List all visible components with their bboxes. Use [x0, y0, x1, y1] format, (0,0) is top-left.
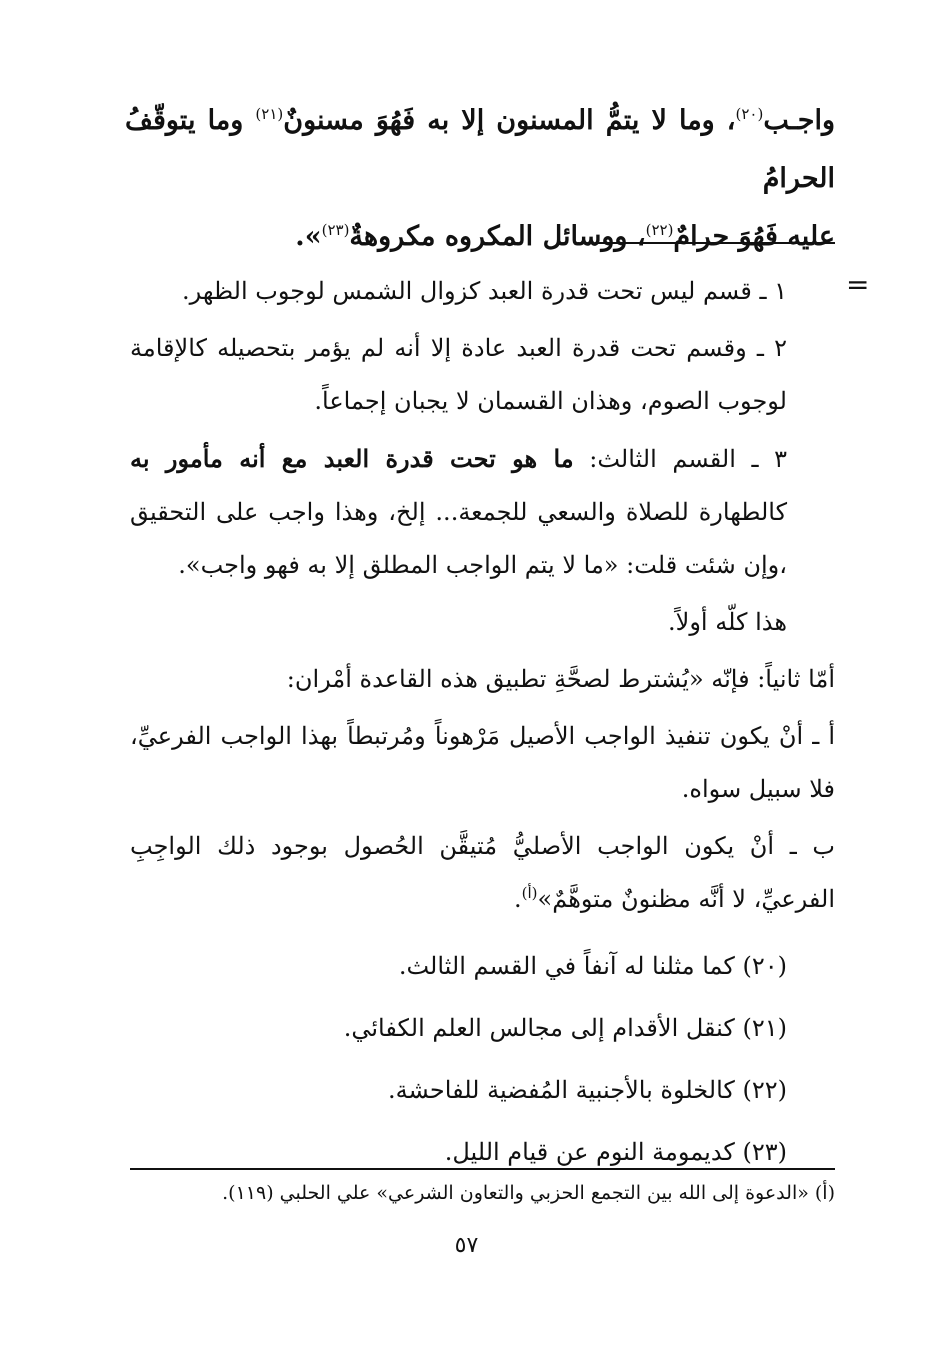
main-line-1-part-b: ، وما لا يتمُّ المسنون إلا به فَهُوَ مسنونٌ — [283, 105, 736, 136]
main-line-2-part-a: عليه فَهُوَ حرامٌ — [673, 221, 835, 252]
paragraph-7-text: ب ـ أنْ يكون الواجب الأصليُّ مُتيقَّن الحُصول بوجود ذلك الواجِبِ الفرعيِّ، لا أنَّه مظنونٌ متوهَّمٌ» — [130, 832, 835, 913]
note-20: (٢٠) كما مثلنا له آنفاً في القسم الثالث. — [398, 952, 787, 980]
main-line-2-part-b: ، ووسائل المكروه مكروهةٌ — [349, 221, 646, 252]
paragraph-5: أمّا ثانياً: فإنّه «يُشترط لصحَّةِ تطبيق هذه القاعدة أمْران: — [286, 665, 835, 693]
main-text-block — [125, 92, 835, 266]
footnote-a: (أ) «الدعوة إلى الله بين التجمع الحزبي والتعاون الشرعي» علي الحلبي (١١٩). — [222, 1182, 835, 1204]
main-line-1 — [125, 92, 835, 208]
main-line-1-part-a: واجـب — [763, 105, 836, 136]
paragraph-3-bold: ما هو تحت قدرة العبد مع أنه مأمور به — [130, 444, 574, 473]
footnote-ref-21: (٢١) — [255, 105, 284, 123]
paragraph-3 — [130, 432, 835, 592]
commentary-text — [130, 265, 835, 926]
footnote-ref-20: (٢٠) — [735, 105, 764, 123]
paragraph-2: ٢ ـ وقسم تحت قدرة العبد عادة إلا أنه لم يؤمر بتحصيله كالإقامة لوجوب الصوم، وهذان القسمان لا يجبان إجماعاً. — [130, 334, 787, 415]
paragraph-7-end: . — [514, 885, 522, 913]
paragraph-1: ١ ـ قسم ليس تحت قدرة العبد كزوال الشمس لوجوب الظهر. — [182, 277, 787, 305]
page-number: ٥٧ — [454, 1233, 479, 1258]
notes-list — [130, 935, 835, 1183]
footnote-ref-a: (أ) — [521, 884, 538, 902]
footnote-separator — [130, 1168, 835, 1170]
paragraph-4: هذا كلّه أولاً. — [668, 608, 787, 636]
main-line-2 — [125, 208, 835, 266]
continuation-mark: = — [846, 268, 870, 301]
main-line-2-part-c: ». — [295, 221, 322, 252]
note-22: (٢٢) كالخلوة بالأجنبية المُفضية للفاحشة. — [388, 1076, 787, 1104]
paragraph-3-lead: ٣ ـ القسم الثالث: — [589, 445, 788, 473]
note-23: (٢٣) كديمومة النوم عن قيام الليل. — [444, 1138, 787, 1166]
paragraph-3-rest: كالطهارة للصلاة والسعي للجمعة... إلخ، وهذا واجب على التحقيق ،وإن شئت قلت: «ما لا يتم الواجب المطلق إلا به فهو واجب». — [130, 498, 787, 579]
note-21: (٢١) كنقل الأقدام إلى مجالس العلم الكفائي. — [343, 1014, 787, 1042]
footnote-ref-23: (٢٣) — [321, 221, 350, 239]
main-line-1-part-c: وما يتوقّفُ الحرامُ — [125, 105, 835, 194]
footnote-ref-22: (٢٢) — [645, 221, 674, 239]
paragraph-7 — [130, 820, 835, 926]
paragraph-6: أ ـ أنْ يكون تنفيذ الواجب الأصيل مَرْهوناً ومُرتبطاً بهذا الواجب الفرعيِّ، فلا سبيل سواه. — [130, 722, 835, 803]
short-separator — [595, 242, 835, 244]
